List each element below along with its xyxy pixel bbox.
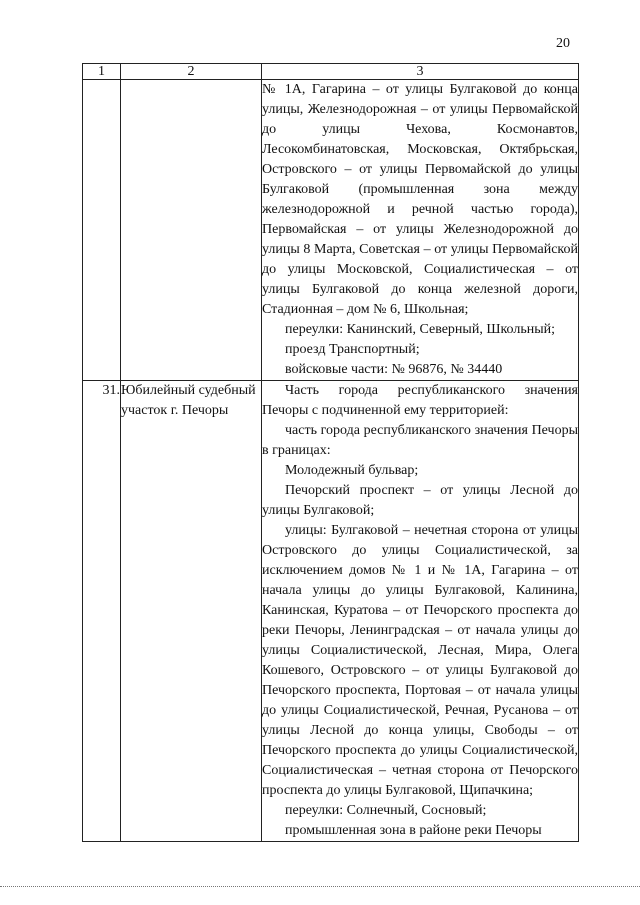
territory-paragraph: часть города республиканского значения Печоры в границах: [262, 423, 578, 458]
page-number: 20 [556, 36, 570, 51]
territory-paragraph: проезд Транспортный; [285, 342, 420, 357]
table-row-continuation [83, 80, 579, 381]
districts-table [82, 63, 579, 842]
table-header-row [83, 64, 579, 80]
row-number-cell [83, 80, 121, 381]
territory-paragraph: промышленная зона в районе реки Печоры [285, 823, 542, 838]
district-cell: Юбилейный судебный участок г. Печоры [121, 381, 262, 842]
column-header-2: 2 [121, 64, 262, 80]
territory-cell [262, 381, 579, 842]
territory-paragraph: № 1А, Гагарина – от улицы Булгаковой до конца улицы, Железнодорожная – от улицы Первомайской до улицы Чехова, Космонавтов, Лесокомбинатовская, Московская, Октябрьская, Островского – от улицы Первомайской до улицы Булгаковой (промышленная зона между железнодорожной и речной частью города), Первомайская – от улицы Железнодорожной до улицы 8 Марта, Советская – от улицы Первомайской до улицы Московской, Социалистическая – от улицы Булгаковой до конца железной дороги, Стадионная – дом № 6, Школьная; [262, 82, 578, 317]
territory-paragraph: Часть города республиканского значения Печоры с подчиненной ему территорией: [262, 383, 578, 418]
district-cell [121, 80, 262, 381]
territory-paragraph: улицы: Булгаковой – нечетная сторона от улицы Островского до улицы Социалистической, за исключением домов № 1 и № 1А, Гагарина – от начала улицы до улицы Булгаковой, Калинина, Канинская, Куратова – от Печорского проспекта до реки Печоры, Ленинградская – от начала улицы до улицы Социалистической, Лесная, Мира, Олега Кошевого, Островского – от улицы Булгаковой до Печорского проспекта, Портовая – от начала улицы до улицы Социалистической, Речная, Русанова – от улицы Лесной до конца улицы, Свободы – от Печорского проспекта до улицы Социалистической, Социалистическая – четная сторона от Печорского проспекта до улицы Булгаковой, Щипачкина; [262, 523, 578, 798]
page-bottom-edge [0, 886, 640, 887]
territory-paragraph: Печорский проспект – от улицы Лесной до улицы Булгаковой; [262, 483, 578, 518]
territory-cell [262, 80, 579, 381]
column-header-3: 3 [262, 64, 579, 80]
column-header-1: 1 [83, 64, 121, 80]
territory-paragraph: переулки: Канинский, Северный, Школьный; [285, 322, 556, 337]
territory-paragraph: войсковые части: № 96876, № 34440 [285, 362, 503, 377]
row-number-cell: 31. [83, 381, 121, 842]
territory-paragraph: Молодежный бульвар; [285, 463, 419, 478]
territory-paragraph: переулки: Солнечный, Сосновый; [285, 803, 487, 818]
table-row-31 [83, 381, 579, 842]
